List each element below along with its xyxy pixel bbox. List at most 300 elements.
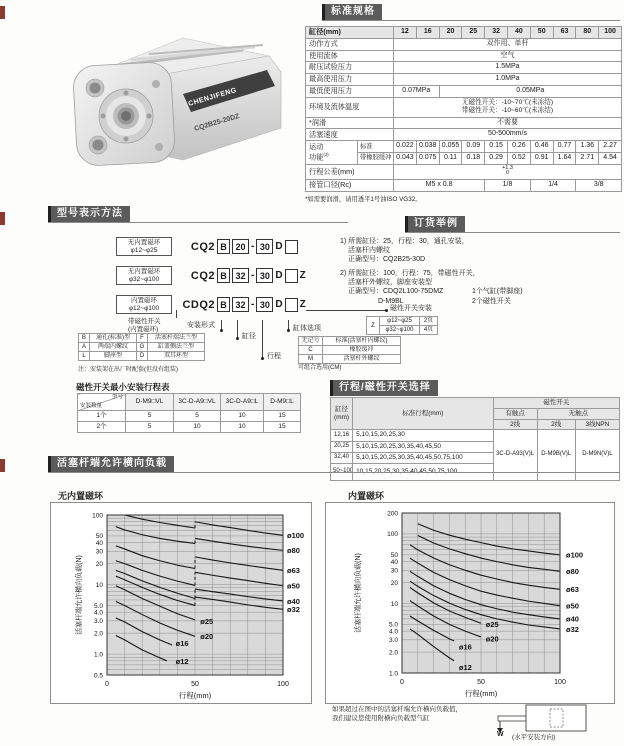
spec-row-value: 50-500mm/s [394,129,622,141]
spec-energy-value: 2.71 [576,152,599,164]
ordering-line: 活塞杆外螺纹，脚座安装型 [348,279,432,287]
model-code-row [116,261,366,290]
callout-line [306,310,386,311]
bore-code-box: 20 [232,239,249,254]
mount-hole [152,80,160,88]
spec-row-label: 最低使用压力 [306,85,394,97]
series-label-ø20: ø20 [485,634,499,644]
stroke-code-box: 30 [256,297,273,312]
spec-energy-value: 0.022 [394,141,417,153]
spec-bore-value: 100 [599,27,622,39]
option-code-box [285,240,298,254]
model-code-row [116,290,366,319]
div: 带磁性开关：-10~60℃(未冻结) [461,107,554,115]
option-desc: 标准(活塞杆内螺纹) [323,337,401,346]
div [502,166,513,178]
spec-bore-value: 32 [485,27,508,39]
tr [79,334,205,343]
tr [306,62,622,74]
min-stroke-title: 磁性开关最小安装行程表 [76,382,170,392]
spec-row-value: 不需要 [394,117,622,129]
spec-energy-value: 0.075 [416,152,439,164]
mount-code: G [137,343,148,352]
header-switch: 磁性开关 [493,398,619,409]
spec-row-label: *润滑 [306,117,394,129]
bore-range: φ32~φ100 [380,326,420,335]
spec-row-label: 活塞速度 [306,129,394,141]
spec-temperature-value [394,97,622,117]
rod [498,716,526,721]
mount-hole [93,140,104,151]
mount-desc: 通孔(标准)型 [90,334,137,343]
callout-line [262,320,263,358]
min-stroke-value: 10 [221,422,264,433]
option-code-box [285,269,298,283]
ordering-qty-note: 1个气缸(带脚座) [472,288,523,296]
spec-bore-label: 缸径(mm) [306,27,394,39]
span: 型号 [111,394,123,400]
action-code: D [275,270,283,281]
y-tick-label: 1.0 [93,651,103,659]
min-stroke-table [77,393,301,433]
callout-switch-line2: (内置磁环) [128,325,159,333]
div: 功能$^{(J)}$ [309,151,329,162]
series-label-ø12: ø12 [458,662,472,672]
switch-mount-table [366,316,438,335]
span: (J) [323,151,329,157]
spec-energy-value: 0.18 [462,152,485,164]
spec-row-value: 双作用、单杆 [394,38,622,50]
ordering-model: 正确型号：CDQ2L100-75DMZ [348,288,444,296]
option-code: M [299,355,323,364]
switch-mount-code: Z [367,317,380,335]
spec-bore-value: 40 [508,27,531,39]
section-title-stroke-switch: 行程/磁性开关选择 [330,380,438,396]
callout-dot [261,357,264,360]
spec-row-label: 使用流体 [306,50,394,62]
x-tick-label: 100 [554,679,566,686]
ordering-model-line [340,297,620,306]
spec-energy-value: 0.043 [394,152,417,164]
callout-line [176,310,177,318]
chart-left-box [50,502,312,704]
mount-code: D [137,352,148,361]
series-label-ø100: ø100 [566,550,584,560]
tr [78,394,301,411]
spec-port-value: 1/8 [485,180,531,192]
y-tick-label: 2.0 [388,649,398,657]
spec-energy-value: 2.27 [599,141,622,153]
min-stroke-value: 15 [264,411,301,422]
x-tick-label: 0 [400,679,404,686]
mount-code-box: B [217,297,230,312]
spec-row-value: 1.0MPa [394,74,622,86]
tr [306,141,622,153]
chart-right-title: 内置磁环 [348,491,385,501]
spec-energy-value: 0.91 [530,152,553,164]
spec-row-label: 环境及流体温度 [306,97,394,117]
series-label-ø32: ø32 [287,605,300,615]
section-underline [405,232,620,233]
switch-model-header: 3C-D-A9□VL [174,394,221,411]
y-tick-label: 50 [390,552,398,560]
stroke-list-cell: 5,10,15,20,25,30,35,40,45,50 [353,441,493,452]
mount-table-note: 注：安装架在出厂时配套(但没有组装) [78,367,178,373]
ordering-model-line [340,287,620,296]
edge-mark [0,212,5,225]
tr [331,430,620,441]
face-screw [124,137,129,142]
callout-mount: 安装形式 [187,322,215,329]
series-label-ø20: ø20 [200,631,214,641]
model-designation [116,232,366,319]
callout-switch-line1: 带磁性开关 [128,318,161,325]
tr [331,398,620,409]
y-axis-label: 活塞杆端允许横向负载(N) [355,553,362,633]
series-label-ø50: ø50 [287,581,300,591]
x-tick-label: 50 [477,679,485,686]
y-tick-label: 40 [390,558,398,566]
tr [306,180,622,192]
header-contact: 有触点 [493,408,537,419]
tr [78,411,301,422]
stroke-list-cell: 5,10,15,20,25,30,35,40,45,50,75,100 [353,452,493,463]
spec-bore-value: 25 [462,27,485,39]
spec-energy-value: 0.11 [439,152,462,164]
series-label-ø100: ø100 [287,531,305,541]
spec-row-value: 1.5MPa [394,62,622,74]
switch-model-header: 3C-D-A9□L [221,394,264,411]
callout-stroke: 行程 [267,353,281,360]
spec-footnote: *如需要润滑，请用透平1号油ISO VG32。 [305,195,422,203]
chart-left-title: 无内置磁环 [58,491,104,501]
series-label-ø16: ø16 [458,642,472,652]
min-stroke-value: 15 [264,422,301,433]
section-title-model: 型号表示方法 [48,206,130,222]
ordering-line: 2) 所需缸径：100，行程：75，带磁性开关， [340,270,480,277]
tr [299,346,401,355]
spec-energy-value: 0.52 [508,152,531,164]
mount-code: L [79,352,90,361]
ordering-qty-note: 2个磁性开关 [472,297,511,305]
w-label: W [497,731,504,738]
model-prefix: CQ2 [190,240,215,253]
spec-energy-value: 1.36 [576,141,599,153]
min-stroke-value: 5 [174,411,221,422]
y-tick-label: 5.0 [388,621,398,629]
switch-code: Z [299,299,306,310]
y-tick-label: 2.0 [93,630,103,638]
mount-code-box: B [217,239,230,254]
spec-energy-value: 0.15 [485,141,508,153]
callout-dot [287,329,290,332]
x-axis-label: 行程(mm) [178,691,212,700]
y-tick-label: 0.5 [93,672,103,680]
mount-direction-label: (水平安装方向) [512,734,556,741]
bore-cell: 20,25 [331,441,353,452]
min-stroke-value: 5 [126,422,174,433]
switch-model-cell: 3C-D-A93(V)L [493,430,537,480]
series-label-ø16: ø16 [175,638,189,648]
option-table-note: 可组合选用(CM) [298,365,342,371]
div: 无内置磁环 [127,238,161,246]
option-code: 无记号 [299,337,323,346]
edge-mark [0,6,5,19]
mount-code: A [79,343,90,352]
spec-row-label: 最高使用压力 [306,74,394,86]
callout-switch [128,318,161,334]
series-label-ø25: ø25 [200,616,214,626]
series-label-ø63: ø63 [287,566,300,576]
load-note-line1: 如果超过在图中的活塞杆端允许横向负载值， [332,706,462,713]
switch-model-header: D-M9□VL [126,394,174,411]
lateral-load-diagram [492,700,612,734]
header-stroke: 标准行程(mm) [353,398,493,430]
spec-energy-value: 0.038 [416,141,439,153]
div: 无磁性开关：-10~70℃(未冻结) [461,98,554,106]
tr [367,317,438,326]
y-tick-label: 5.0 [93,602,103,610]
mount-hole [90,83,101,94]
tr [306,129,622,141]
y-tick-label: 10 [390,600,398,608]
x-tick-label: 100 [277,681,289,688]
y-tick-label: 10 [95,581,103,589]
load-chart-left [51,503,311,703]
series-label-ø32: ø32 [566,624,579,634]
header-bore: 缸径(mm) [331,398,353,430]
y-tick-label: 3.0 [388,637,398,645]
edge-mark [0,459,5,472]
face-screw [124,91,129,96]
spec-table [305,26,622,192]
action-code: D [275,299,283,310]
option-table [298,336,401,364]
callout-bore: 缸径 [242,333,256,340]
spec-bore-value: 80 [576,27,599,39]
page-ref: 4页 [420,326,438,335]
mount-desc: 脚座型 [90,352,137,361]
model-prefix: CDQ2 [182,298,215,311]
header-3wire: 3线NPN [575,419,619,430]
callout-dot [236,337,239,340]
div: +1.3 [502,164,513,171]
model-code-row [116,232,366,261]
tr [79,352,205,361]
spec-port-value: 3/8 [576,180,622,192]
dash: - [251,299,255,310]
model-prefix: CQ2 [190,269,215,282]
section-title-spec: 标准规格 [322,4,382,20]
option-code: C [299,346,323,355]
option-desc: 橡胶缓冲 [323,346,401,355]
spec-energy-value: 0.09 [462,141,485,153]
series-label-ø25: ø25 [485,619,499,629]
spec-bore-value: 20 [439,27,462,39]
load-note [332,705,462,723]
span: 安装数量 [80,403,103,410]
spec-row-value: 空气 [394,50,622,62]
action-code: D [275,241,283,252]
spec-energy-value: 0.29 [485,152,508,164]
stroke-switch-table [330,397,620,481]
y-tick-label: 3.0 [93,618,103,626]
ordering-example-2 [340,269,620,306]
ordering-line: 正确型号：CQ2B25-30D [348,256,426,264]
spec-energy-value: 0.77 [553,141,576,153]
mount-desc: 双耳环型 [148,352,205,361]
div: φ12~φ100 [128,304,160,312]
y-tick-label: 100 [92,512,103,520]
bore-cell: 32,40 [331,452,353,463]
mount-desc: 缸盖侧法兰型 [148,343,205,352]
dash: - [251,241,255,252]
div: 内置磁环 [131,296,157,304]
x-tick-label: 0 [105,681,109,688]
bore-range-tag [116,237,172,257]
callout-switch-mount: 磁性开关安装 [390,305,432,312]
dash: - [251,270,255,281]
mount-hole [155,143,163,151]
spec-energy-value: 0.46 [530,141,553,153]
series-label-ø63: ø63 [566,585,579,595]
mount-code: B [79,334,90,343]
spec-bore-value: 63 [553,27,576,39]
mount-code-box: B [217,268,230,283]
y-tick-label: 50 [95,533,103,541]
y-tick-label: 4.0 [93,609,103,617]
spec-row-label: 行程公差(mm) [306,164,394,180]
spec-row-value: 0.05MPa [439,85,621,97]
section-underline [322,20,620,21]
series-label-ø80: ø80 [287,546,300,556]
spec-port-value: M5 x 0.8 [394,180,485,192]
qty-label: 1个 [78,411,126,422]
spec-tolerance-value [394,164,622,180]
spec-energy-sublabel: 标准 [358,141,394,153]
bore-cell: 12,16 [331,430,353,441]
tr [306,164,622,180]
tr [306,27,622,39]
tr [78,422,301,433]
div: 0 [505,170,510,177]
spec-row-label: 耐压试验压力 [306,62,394,74]
min-stroke-value: 10 [221,411,264,422]
cylinder-outline [526,705,586,731]
model-text: CQ2B25-20DZ [193,112,241,133]
tr [306,97,622,117]
switch-code: Z [299,270,306,281]
mount-style-table [78,333,205,361]
min-stroke-corner [78,394,126,411]
bore-range: φ12~φ25 [380,317,420,326]
mount-desc: 活塞杆端法兰型 [148,334,205,343]
spec-energy-sublabel: 带橡胶缓冲 [358,152,394,164]
ordering-line: 活塞杆内螺纹 [348,247,390,255]
y-axis-label: 活塞杆端允许横向负载(N) [76,555,83,635]
section-title-ordering: 订货举例 [405,216,465,232]
spec-bore-value: 16 [416,27,439,39]
series-label-ø40: ø40 [566,614,579,624]
callout-dot [385,309,388,312]
div: φ32~φ100 [128,275,160,283]
x-axis-label: 行程(mm) [464,689,498,698]
stroke-list-cell: 5,10,15,20,25,30 [353,430,493,441]
page-ref: 2页 [420,317,438,326]
spec-row-value: 0.07MPa [394,85,440,97]
min-stroke-value: 10 [174,422,221,433]
spec-energy-value: 0.26 [508,141,531,153]
tr [79,343,205,352]
section-underline [48,472,620,473]
load-chart-right [326,503,614,703]
load-note-line2: 我们建议您使用附横向负载型气缸 [332,715,430,723]
spec-row-label: 接管口径(Rc) [306,180,394,192]
series-label-ø40: ø40 [287,596,300,606]
switch-model-cell: D-M9N(V)L [575,430,619,480]
chart-right-box [325,502,615,704]
y-tick-label: 20 [390,579,398,587]
series-label-ø12: ø12 [175,657,189,667]
tr [306,85,622,97]
ordering-example-1 [340,237,469,265]
spec-energy-value: 1.64 [553,152,576,164]
y-tick-label: 20 [95,560,103,568]
y-tick-label: 30 [390,567,398,575]
bore-code-box: 32 [232,297,249,312]
min-stroke-value: 5 [126,411,174,422]
switch-model-header: D-M9□L [264,394,301,411]
y-tick-label: 200 [387,510,398,518]
tr [306,50,622,62]
product-photo [55,14,305,184]
mount-desc: 两端内螺纹 [90,343,137,352]
rod-thread [121,111,131,121]
stroke-code-box: 30 [256,268,273,283]
option-code-box [285,298,298,312]
header-no-contact: 无触点 [537,408,619,419]
spec-energy-value: 4.54 [599,152,622,164]
stroke-code-box: 30 [256,239,273,254]
face-screw [147,114,152,119]
tr [306,117,622,129]
mount-code: F [137,334,148,343]
header-2wire: 2线 [493,419,537,430]
callout-option: 缸体选项 [293,325,321,332]
y-tick-label: 40 [95,539,103,547]
y-tick-label: 100 [387,531,398,539]
spec-energy-label [306,141,358,165]
bore-range-tag [116,266,172,286]
div: φ12~φ25 [130,246,158,254]
spec-energy-value: 0.055 [439,141,462,153]
y-tick-label: 4.0 [388,628,398,636]
section-title-load: 活塞杆端允许横向负载 [48,456,174,472]
option-desc: 活塞杆外螺纹 [323,355,401,364]
header-2wire: 2线 [537,419,575,430]
x-tick-label: 50 [191,681,199,688]
div: 无内置磁环 [127,267,161,275]
spec-bore-value: 50 [530,27,553,39]
spec-row-label: 动作方式 [306,38,394,50]
spec-table-wrap [305,26,621,203]
tr [306,74,622,86]
div: 运动 [309,142,324,152]
bore-code-box: 32 [232,268,249,283]
tr [299,337,401,346]
y-tick-label: 1.0 [388,670,398,678]
qty-label: 2个 [78,422,126,433]
